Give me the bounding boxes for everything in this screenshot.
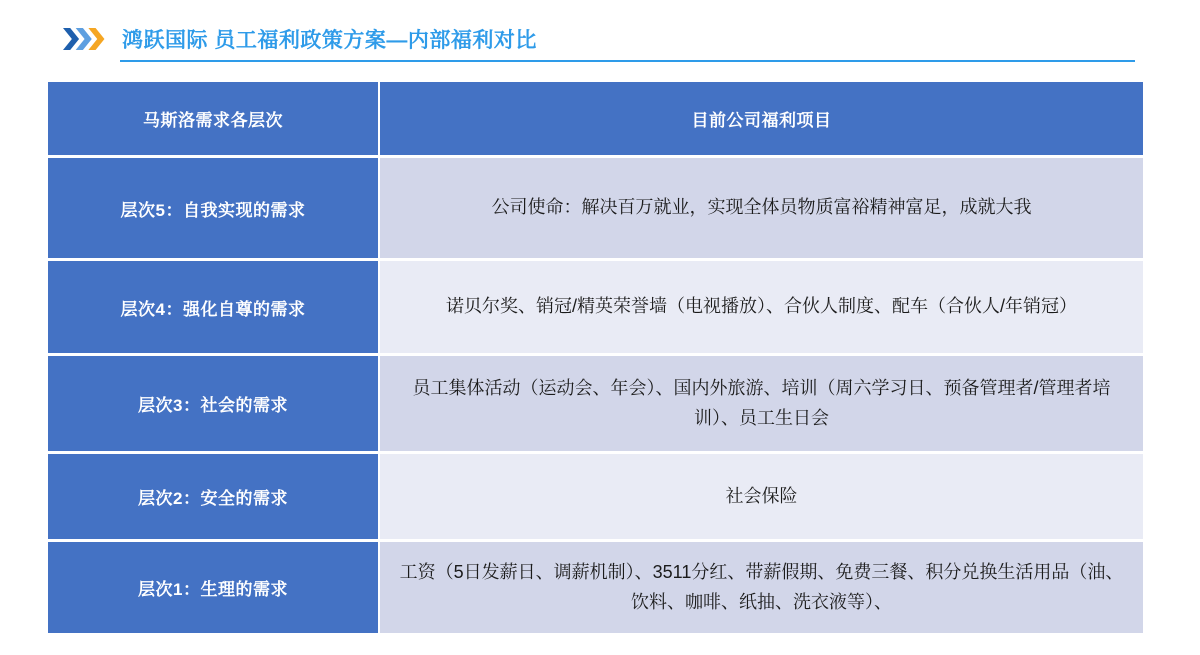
table-row-benefit-cell: 公司使命：解决百万就业，实现全体员物质富裕精神富足，成就大我 xyxy=(380,158,1143,258)
table-row-level-cell: 层次4：强化自尊的需求 xyxy=(48,261,378,353)
column-header-company-benefits: 目前公司福利项目 xyxy=(380,82,1143,155)
benefits-table xyxy=(48,82,1143,633)
column-header-maslow-levels: 马斯洛需求各层次 xyxy=(48,82,378,155)
triple-chevron-icon xyxy=(62,28,108,50)
table-row-level-cell: 层次2：安全的需求 xyxy=(48,454,378,539)
slide-header xyxy=(62,24,537,54)
table-row-level-cell: 层次3：社会的需求 xyxy=(48,356,378,451)
table-row-benefit-cell: 社会保险 xyxy=(380,454,1143,539)
title-underline xyxy=(120,60,1135,62)
table-row-level-cell: 层次5：自我实现的需求 xyxy=(48,158,378,258)
table-row-level-cell: 层次1：生理的需求 xyxy=(48,542,378,633)
page-title: 鸿跃国际 员工福利政策方案—内部福利对比 xyxy=(122,29,537,52)
table-row-benefit-cell: 诺贝尔奖、销冠/精英荣誉墙（电视播放）、合伙人制度、配车（合伙人/年销冠） xyxy=(380,261,1143,353)
table-row-benefit-cell: 员工集体活动（运动会、年会）、国内外旅游、培训（周六学习日、预备管理者/管理者培训）、员工生日会 xyxy=(380,356,1143,451)
table-row-benefit-cell: 工资（5日发薪日、调薪机制）、3511分红、带薪假期、免费三餐、积分兑换生活用品（油、饮料、咖啡、纸抽、洗衣液等）、 xyxy=(380,542,1143,633)
chevron-icon-1 xyxy=(63,28,79,50)
